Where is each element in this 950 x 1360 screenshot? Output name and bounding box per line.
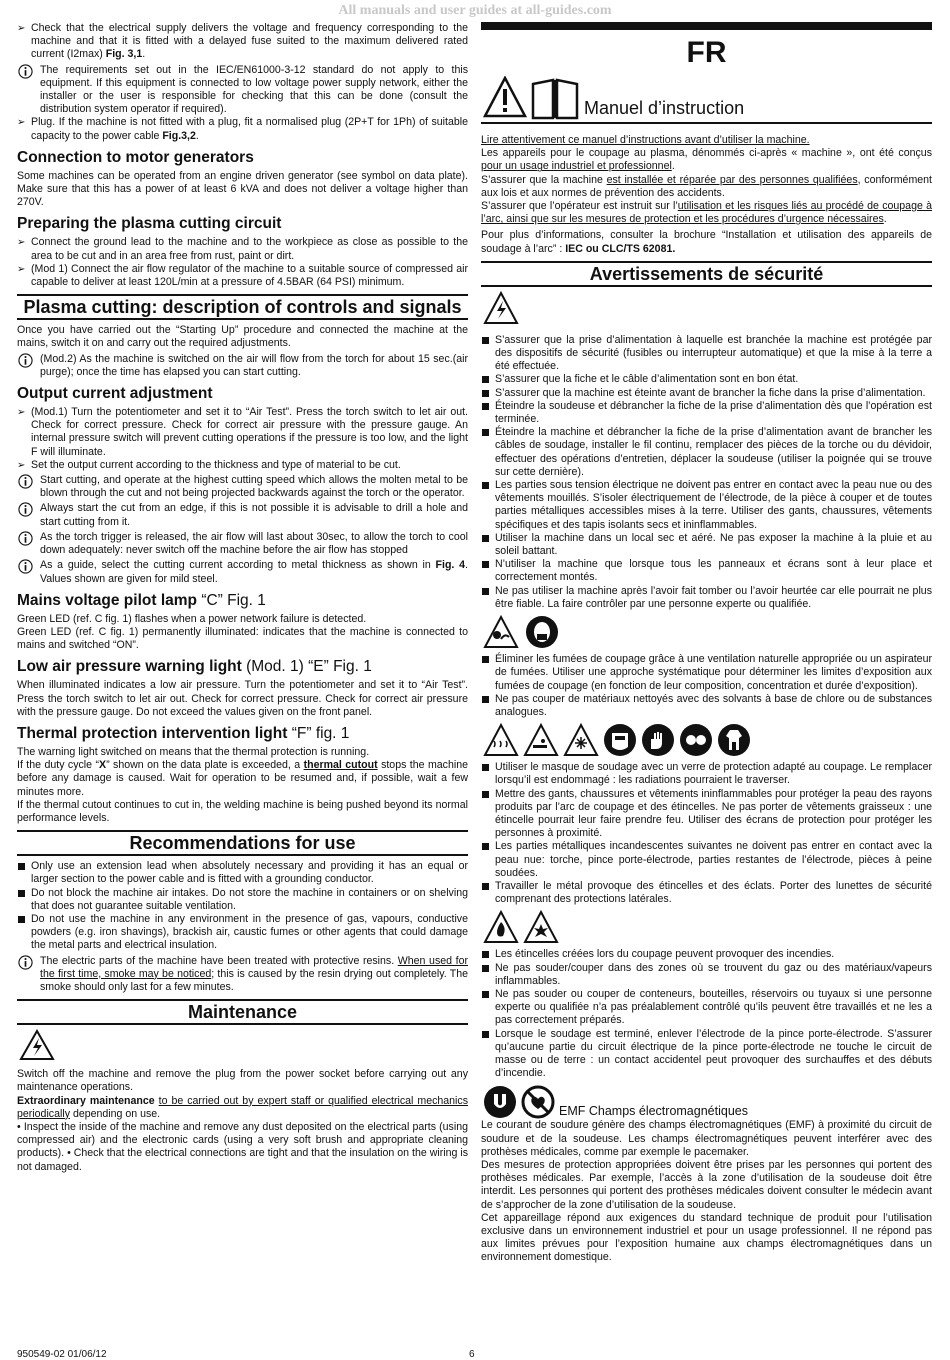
fumes-warning-icon	[483, 615, 519, 649]
list-item: S’assurer que la prise d’alimentation à laquelle est branchée la machine est protégée par des dispositifs de sécurité (fusibles ou interrupteur automatique) et que la mise à la terre a été effectuée.	[481, 334, 932, 374]
info-icon	[18, 502, 33, 521]
info-icon	[18, 353, 33, 372]
info-note: As the torch trigger is released, the air flow will last about 30sec, to allow the torch to cool down adequately: never switch off the machine before the air flow has stopped	[17, 531, 468, 557]
no-pacemaker-icon	[521, 1085, 555, 1119]
paragraph: Green LED (ref. C fig. 1) permanently illuminated: indicates that the machine is connected to mains and switched “ON”.	[17, 625, 468, 652]
square-bullet-icon	[482, 482, 489, 489]
paragraph: Pour plus d’informations, consulter la brochure “Installation et utilisation des appareils de soudage à l’arc” : IEC ou CLC/TS 62081.	[481, 229, 932, 255]
paragraph: Cet appareillage répond aux exigences du standard technique de produit pour l’utilisation exclusive dans un environnement industriel et pour un usage professionnel. Il ne répond pas aux limites prévues pour l’exposition humaine aux champs électromagnétiques dans un environnement domestique.	[481, 1211, 932, 1264]
manual-header	[481, 74, 932, 124]
list-item: S’assurer que la fiche et le câble d’alimentation sont en bon état.	[481, 373, 932, 386]
paragraph: Extraordinary maintenance to be carried out by expert staff or qualified electrical mechanics periodically depending on use.	[17, 1094, 469, 1120]
info-icon	[18, 955, 33, 974]
sparks-icon	[563, 723, 599, 757]
list-item: Éteindre la machine et débrancher la fiche de la prise d’alimentation avant de brancher les câbles de soudage, installer le fil continu, remplacer des pièces de la torche ou du dévidoir, effectuer des opérations d’entretien, déplacer la soudeuse (utiliser la poignée qui se trouve sur cette dernière).	[481, 426, 932, 479]
section-heading: Preparing the plasma cutting circuit	[17, 215, 282, 233]
list-item: ➢ Connect the ground lead to the machine and to the workpiece as close as possible to the area to be cut and in an area free from rust, paint or dirt.	[17, 236, 468, 262]
section-title-box: Maintenance	[17, 999, 468, 1025]
square-bullet-icon	[482, 965, 489, 972]
welding-mask-icon	[603, 723, 637, 757]
arc-radiation-icon	[523, 723, 559, 757]
arrow-bullet-icon: ➢	[17, 459, 26, 471]
square-bullet-icon	[482, 951, 489, 958]
gloves-icon	[641, 723, 675, 757]
explosion-hazard-icon	[523, 910, 559, 944]
manual-title: Manuel d’instruction	[584, 98, 745, 118]
square-bullet-icon	[18, 916, 25, 923]
arrow-bullet-icon: ➢	[17, 23, 26, 34]
info-icon	[18, 559, 33, 578]
paragraph: If the thermal cutout continues to cut in, the welding machine is being pushed beyond its normal performance levels.	[17, 798, 468, 824]
paragraph: If the duty cycle “X” shown on the data plate is exceeded, a thermal cutout stops the machine before any damage is caused. Wait for operation to be resumed and, if possible, wait a few minutes more.	[17, 759, 469, 798]
list-item: Ne pas souder ou couper de conteneurs, bouteilles, réservoirs ou tuyaux si une personne experte ou qualifiée n’a pas préalablement contrôlé qu’ils peuvent être travaillés et ne les a pas correctement préparés.	[481, 988, 932, 1028]
square-bullet-icon	[482, 588, 489, 595]
list-item: ➢ (Mod.1) Turn the potentiometer and set it to “Air Test”. Press the torch switch to let air out. Check for correct pressure. Check for correct air pressure with the pressure gauge. An internal pressure switch will prevent cutting operations if the pressure is too low, and the light F will illuminate.	[17, 406, 468, 458]
section-heading: Connection to motor generators	[17, 148, 254, 166]
section-title-box: Avertissements de sécurité	[481, 261, 932, 287]
list-item: Les parties sous tension électrique ne doivent pas entrer en contact avec la peau nue ou des vêtements mouillés. S’isoler électriquement de l’électrode, de la pièce à couper et de toutes parties métalliques accessibles mises à la terre. Utiliser des gants, chaussures, vêtements spécifiques et des tapis isolants secs et ininflammables.	[481, 479, 932, 532]
square-bullet-icon	[482, 791, 489, 798]
watermark: All manuals and user guides at all-guides.com	[338, 3, 612, 18]
list-item: ➢ Check that the electrical supply delivers the voltage and frequency corresponding to the machine and that it is fitted with a delayed fuse suited to the maximum delivered rated current (I2max) Fig. 3,1.	[17, 22, 468, 61]
section-heading: Mains voltage pilot lamp “C” Fig. 1	[17, 591, 266, 609]
warning-icon	[483, 76, 527, 123]
list-item: ➢ Plug. If the machine is not fitted with a plug, fit a normalised plug (2P+T for 1Ph) of suitable capacity to the power cable Fig.3,2.	[17, 116, 468, 142]
electrical-hazard-icon	[19, 1029, 468, 1066]
list-item: S’assurer que la machine est éteinte avant de brancher la fiche dans la prise d’alimentation.	[481, 387, 932, 400]
language-code: FR	[686, 36, 727, 69]
square-bullet-icon	[482, 429, 489, 436]
respirator-icon	[525, 615, 559, 649]
goggles-icon	[679, 723, 713, 757]
paragraph: Switch off the machine and remove the plug from the power socket before carrying out any maintenance operations.	[17, 1068, 468, 1094]
arrow-bullet-icon: ➢	[17, 263, 26, 275]
square-bullet-icon	[482, 991, 489, 998]
list-item: Ne pas couper de matériaux nettoyés avec des solvants à base de chlore ou de substances analogues.	[481, 693, 932, 719]
arrow-bullet-icon: ➢	[17, 237, 26, 249]
info-note: As a guide, select the cutting current according to metal thickness as shown in Fig. 4. Values shown are given for mild steel.	[17, 559, 468, 585]
paragraph: S’assurer que l’opérateur est instruit sur l’utilisation et les risques liés au procédé de coupage à l’arc, ainsi que sur les mesures de protection et les procédures d’urgence nécessaires.	[481, 200, 932, 226]
section-heading: Output current adjustment	[17, 385, 213, 403]
list-item: Utiliser le masque de soudage avec un verre de protection adapté au coupage. Le remplacer lorsqu’il est endommagé : les radiations pourraient le traverser.	[481, 761, 932, 787]
list-item: Do not use the machine in any environment in the presence of gas, vapours, conductive powders (e.g. iron shavings), brackish air, caustic fumes or other agents that could damage the metal parts and electrical insulation.	[17, 913, 468, 953]
footer-code: 950549-02 01/06/12	[17, 1349, 107, 1360]
section-heading: Low air pressure warning light (Mod. 1) “E” Fig. 1	[17, 658, 372, 676]
fire-icons-row	[483, 910, 932, 944]
list-item: ➢ Set the output current according to the thickness and type of material to be cut.	[17, 458, 401, 471]
top-bar	[481, 22, 932, 30]
square-bullet-icon	[482, 337, 489, 344]
list-item: Utiliser la machine dans un local sec et aéré. Ne pas exposer la machine à la pluie et au soleil battant.	[481, 532, 932, 558]
square-bullet-icon	[482, 696, 489, 703]
list-item: Do not block the machine air intakes. Do not store the machine in containers or on shelving that does not guarantee suitable ventilation.	[17, 887, 468, 913]
list-item: Lorsque le soudage est terminé, enlever l’électrode de la pince porte-électrode. S’assurer qu’aucune partie du circuit électrique de la pince porte-électrode ne touche le circuit de masse ou de terre : un contact accidentel peut provoquer des surchauffes et des débuts d’incendie.	[481, 1028, 932, 1081]
protective-clothing-icon	[717, 723, 751, 757]
section-heading: Thermal protection intervention light “F” fig. 1	[17, 724, 350, 742]
list-item: Mettre des gants, chaussures et vêtements ininflammables pour protéger la peau des rayons produits par l’arc de coupage et des étincelles. Ne pas porter de vêtements graisseux : une étincelle pourrait leur faire prendre feu. Utiliser des écrans de protection pour protéger les personnes à proximité.	[481, 788, 932, 841]
emf-header	[481, 1083, 932, 1119]
right-column	[481, 22, 932, 1265]
hot-surface-icon	[483, 723, 519, 757]
info-note: (Mod.2) As the machine is switched on the air will flow from the torch for about 15 sec.(air purge); once the time has elapsed you can start cutting.	[17, 353, 468, 379]
list-item: Only use an extension lead when absolutely necessary and providing it has an equal or larger section to the power cable and is fitted with a grounding conductor.	[17, 860, 468, 886]
list-item: Éliminer les fumées de coupage grâce à une ventilation naturelle appropriée ou un aspirateur de fumées. Utiliser une approche systématique pour déterminer les limites d’exposition aux fumées de coupage (en fonction de leur composition, concentration et durée d’exposition).	[481, 653, 932, 693]
square-bullet-icon	[482, 376, 489, 383]
square-bullet-icon	[482, 403, 489, 410]
info-note: Start cutting, and operate at the highest cutting speed which allows the molten metal to be blown through the cut and not being projected backwards against the torch or the operator.	[17, 474, 468, 500]
paragraph: When illuminated indicates a low air pressure. Turn the potentiometer and set it to “Air Test”. Press the torch switch to let air out. Check for correct pressure. Check for correct air pressure with the pressure gauge. Do not exceed the values given on the front panel.	[17, 679, 468, 718]
square-bullet-icon	[18, 863, 25, 870]
paragraph: Le courant de soudure génère des champs électromagnétiques (EMF) à proximité du circuit de soudure et de la soudeuse. Les champs électromagnétiques peuvent interférer avec des prothèses médicales, comme par exemple le pacemaker.	[481, 1119, 932, 1158]
info-icon	[18, 64, 33, 83]
arrow-bullet-icon: ➢	[17, 117, 26, 129]
square-bullet-icon	[482, 883, 489, 890]
fume-icons-row	[483, 615, 932, 649]
list-item: N’utiliser la machine que lorsque tous les panneaux et écrans sont à leur place et correctement montés.	[481, 558, 932, 584]
square-bullet-icon	[482, 535, 489, 542]
section-title-box: Plasma cutting: description of controls and signals	[17, 294, 468, 320]
info-icon	[18, 531, 33, 550]
paragraph: Green LED (ref. C fig. 1) flashes when a power network failure is detected.	[17, 612, 367, 625]
info-note: Always start the cut from an edge, if this is not possible it is advisable to drill a hole and start cutting from it.	[17, 502, 468, 528]
electrical-hazard-icon	[483, 291, 932, 330]
paragraph: Lire attentivement ce manuel d’instructions avant d’utiliser la machine.	[481, 134, 810, 146]
info-note: The electric parts of the machine have been treated with protective resins. When used for the first time, smoke may be noticed; this is caused by the resin drying out completely. The smoke should only last for a few minutes.	[17, 955, 468, 995]
arrow-bullet-icon: ➢	[17, 407, 26, 419]
section-title-box: Recommendations for use	[17, 830, 468, 856]
list-item: Éteindre la soudeuse et débrancher la fiche de la prise d’alimentation dès que l’opération est terminée.	[481, 400, 932, 426]
left-column	[17, 22, 468, 1174]
paragraph: Some machines can be operated from an engine driven generator (see symbol on data plate). Make sure that this has a power of at least 6 kVA and does not deliver a voltage higher than 270V.	[17, 169, 468, 209]
square-bullet-icon	[482, 843, 489, 850]
info-note: The requirements set out in the IEC/EN61000-3-12 standard do not apply to this equipment. If this equipment is connected to low voltage power supply network, either the installer or the user is responsible for checking that this can be done (consult the distribution system operator if required).	[17, 64, 468, 117]
paragraph: Des mesures de protection appropriées doivent être prises par les personnes qui portent des prothèses médicales. Par exemple, l’accès à la zone d’utilisation de la soudeuse doit être interdit. Les personnes qui portent des prothèses médicales doivent consulter le médecin avant de s’approcher de la zone d’utilisation de la soudeuse.	[481, 1158, 932, 1211]
square-bullet-icon	[482, 764, 489, 771]
paragraph: S’assurer que la machine est installée et réparée par des personnes qualifiées, conformément aux lois et aux normes de prévention des accidents.	[481, 173, 932, 199]
list-item: Les parties métalliques incandescentes suivantes ne doivent pas entrer en contact avec la peau nue: torche, pince porte-électrode, parties restantes de l’électrode, pièces à peine soudées.	[481, 840, 932, 880]
square-bullet-icon	[482, 1031, 489, 1038]
page-number: 6	[469, 1349, 475, 1360]
list-item: Ne pas utiliser la machine après l’avoir fait tomber ou l’avoir heurtée car elle pourrait ne plus être fiable. La faire contrôler par une personne experte ou qualifiée.	[481, 585, 932, 611]
magnetic-field-icon	[483, 1085, 517, 1119]
ppe-icons-row	[483, 723, 932, 757]
paragraph: Les appareils pour le coupage au plasma, dénommés ci-après « machine », ont été conçus pour un usage industriel et professionnel.	[481, 147, 932, 173]
list-item: ➢ (Mod 1) Connect the air flow regulator of the machine to a suitable source of compressed air capable to deliver at least 120L/min at a pressure of 4.5BAR (64 PSI) minimum.	[17, 262, 468, 289]
fire-hazard-icon	[483, 910, 519, 944]
paragraph: The warning light switched on means that the thermal protection is running.	[17, 745, 370, 758]
square-bullet-icon	[482, 656, 489, 663]
manual-book-icon	[531, 78, 579, 125]
square-bullet-icon	[482, 390, 489, 397]
square-bullet-icon	[482, 561, 489, 568]
list-item: Travailler le métal provoque des étincelles et des éclats. Porter des lunettes de sécurité comprenant des protections latérales.	[481, 880, 932, 906]
list-item: Les étincelles créées lors du coupage peuvent provoquer des incendies.	[481, 948, 932, 961]
info-icon	[18, 474, 33, 493]
paragraph: • Inspect the inside of the machine and remove any dust deposited on the electrical parts (using compressed air) and the electronic cards (using a very soft brush and appropriate cleaning products). • Check that the electrical connections are tight and that the insulation on the wiring is not damaged.	[17, 1120, 468, 1173]
square-bullet-icon	[18, 890, 25, 897]
paragraph: Once you have carried out the “Starting Up” procedure and connected the machine at the mains, switch it on and carry out the required adjustments.	[17, 324, 468, 350]
emf-title: EMF Champs électromagnétiques	[559, 1104, 748, 1119]
list-item: Ne pas souder/couper dans des zones où se trouvent du gaz ou des matériaux/vapeurs inflammables.	[481, 962, 932, 988]
